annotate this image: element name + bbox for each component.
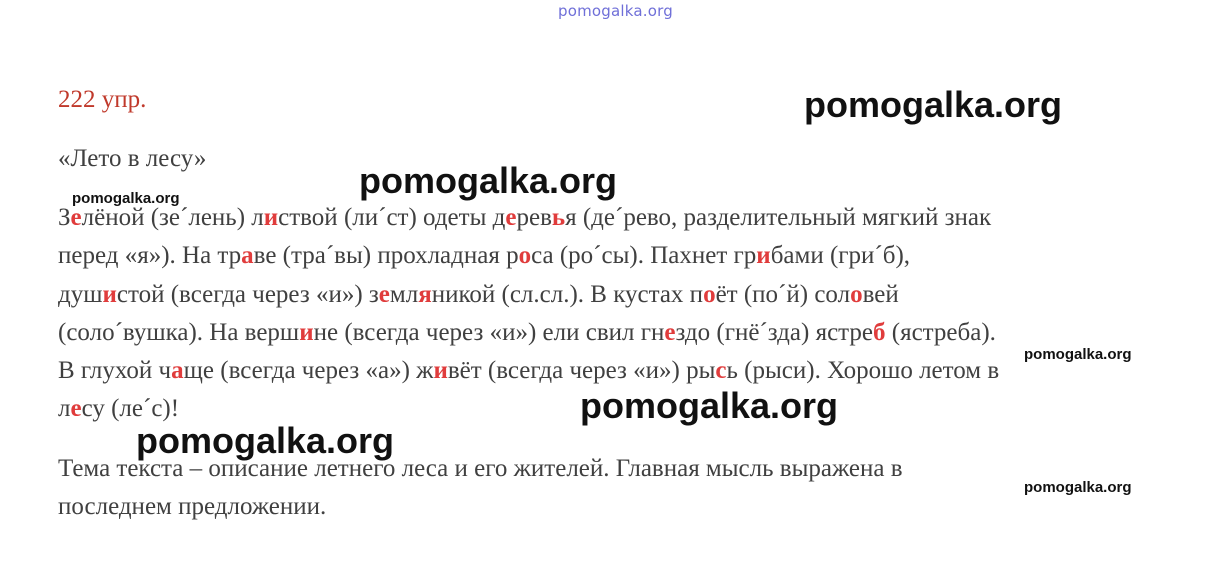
text-segment: вей [862,280,899,308]
exercise-number: 222 упр. [58,86,147,113]
highlighted-letter: о [518,242,532,270]
text-line [58,276,1168,314]
highlighted-letter: е [664,318,676,346]
text-segment: ёт (по´й) сол [715,280,851,308]
watermark: pomogalka.org [580,385,839,426]
text-segment: не (всегда через «и») ели свил гн [313,318,665,346]
highlighted-letter: е [70,395,82,423]
text-segment: ь (рыси). Хорошо летом в [726,357,1000,385]
text-segment: бами (гри´б), [770,242,911,270]
text-line [58,199,1168,237]
text-segment: Тема текста – описание летнего леса и его жителей. Главная мысль выражена в [58,455,903,482]
watermark: pomogalka.org [72,190,180,207]
text-title: «Лето в лесу» [58,145,207,172]
text-segment: последнем предложении. [58,493,327,521]
highlighted-letter: о [850,280,863,308]
watermark: pomogalka.org [359,160,618,201]
text-segment: ствой (ли´ст) одеты д [278,204,506,231]
highlighted-letter: и [756,242,771,270]
text-segment: (ястреба). [885,318,996,346]
highlighted-letter: е [378,280,390,308]
text-segment: су (ле´с)! [81,395,180,423]
watermark: pomogalka.org [1024,479,1132,496]
highlighted-letter: о [703,280,716,308]
text-segment: в [540,204,552,231]
highlighted-letter: я [418,280,432,308]
highlighted-letter: е [70,204,82,231]
text-segment: (соло´вушка). На верш [58,318,300,346]
highlighted-letter: и [299,318,314,346]
text-segment: лёной (зе´лень) л [81,204,264,231]
text-segment: З [58,204,71,231]
text-segment: ве (тра´вы) прохладная р [253,242,519,270]
highlighted-letter: е [505,204,517,231]
text-line [58,237,1168,275]
text-segment: перед «я»). На тр [58,242,242,270]
text-line [58,488,1168,526]
text-segment: вёт (всегда через «и») ры [447,357,716,385]
highlighted-letter: ь [551,204,566,231]
watermark: pomogalka.org [804,84,1063,125]
watermark: pomogalka.org [136,420,395,461]
highlighted-letter: и [433,357,448,385]
text-segment: л [58,395,71,423]
highlighted-letter: и [102,280,117,308]
text-segment: са (ро´сы). Пахнет гр [531,242,757,270]
highlighted-letter: б [873,318,886,346]
text-segment: здо (гнё´зда) ястре [675,318,873,346]
text-segment: ре [516,204,541,231]
text-segment: ще (всегда через «а») ж [183,357,434,385]
highlighted-letter: а [241,242,254,270]
highlighted-letter: с [715,357,727,385]
text-segment: никой (сл.сл.). В кустах п [431,280,704,308]
site-header-link[interactable]: pomogalka.org [558,2,673,20]
text-segment: душ [58,280,103,308]
watermark: pomogalka.org [1024,346,1132,363]
highlighted-letter: и [263,204,279,231]
text-segment: я (де´рево, разделительный мягкий знак [565,204,992,231]
text-segment: мл [389,280,419,308]
highlighted-letter: а [171,357,184,385]
text-segment: стой (всегда через «и») з [116,280,379,308]
text-segment: В глухой ч [58,357,172,385]
text-line [58,314,1168,352]
